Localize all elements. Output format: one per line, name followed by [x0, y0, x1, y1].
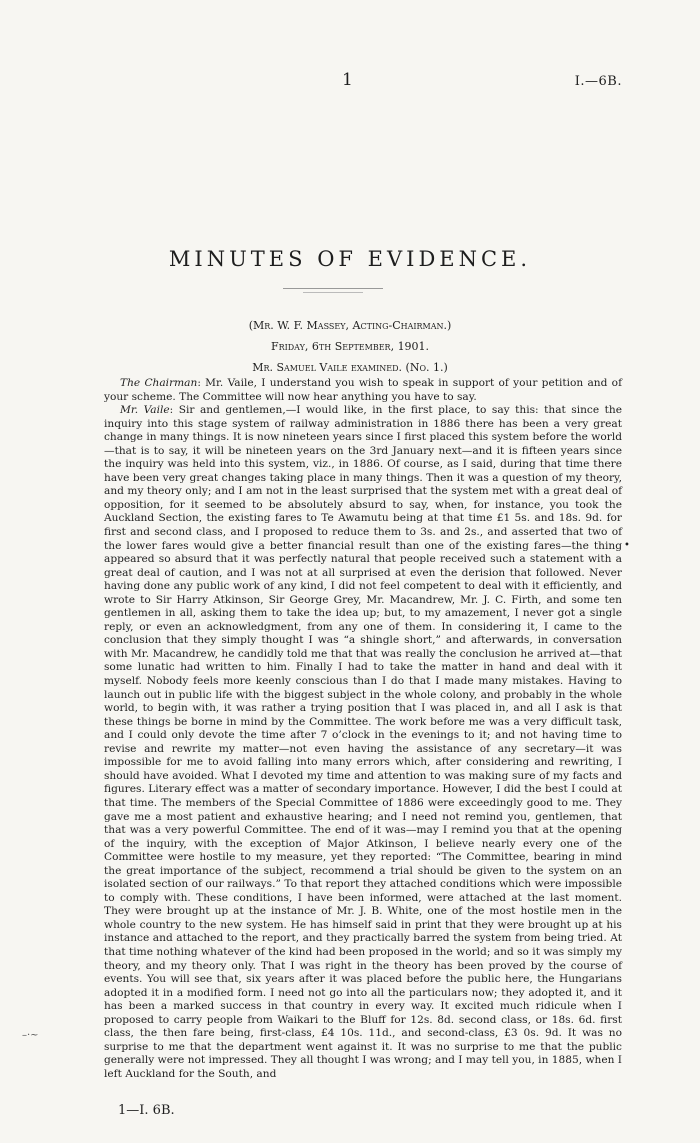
margin-mark: –·~: [22, 1030, 39, 1041]
evidence-body: [104, 377, 622, 1081]
speaker-name: The Chairman: [120, 377, 198, 389]
session-date: Friday, 6th September, 1901.: [270, 340, 430, 353]
paragraph: [104, 404, 622, 1081]
footer-signature: 1—I. 6B.: [118, 1103, 175, 1118]
paragraph-text: : Mr. Vaile, I understand you wish to speak in support of your petition and of your scheme. The Committee will now hear anything you have to say.: [104, 377, 622, 403]
title-rule: [283, 288, 383, 289]
dot-mark: •: [624, 540, 630, 551]
paragraph: [104, 377, 622, 404]
page-title: MINUTES OF EVIDENCE.: [168, 247, 532, 271]
title-rule-short: [303, 292, 363, 293]
document-reference: I.—6B.: [574, 74, 622, 89]
witness-line: Mr. Samuel Vaile examined. (No. 1.): [252, 361, 448, 374]
speaker-name: Mr. Vaile: [120, 404, 170, 417]
paragraph-text: : Sir and gentlemen,—I would like, in the first place, to say this: that since the inquiry into this stage system of railway administration in 1886 there has been a very great change in many things. It is now nineteen years since I first placed this system before the world—that is to say, it will be nineteen years on the 3rd January next—and it is fifteen years since the inquiry was held into this system, viz., in 1886. Of course, as I said, during that time there have been very great changes taking place in many things. Then it was a question of my theory, and my theory only; and I am not in the least surprised that the system met with a great deal of opposition, for it seemed to be absolutely absurd to say, when, for instance, you took the Auckland Section, the existing fares to Te Awamutu being at that time £1 5s. and 18s. 9d. for first and second class, and I proposed to reduce them to 3s. and 2s., and asserted that two of the lower fares would give a better financial result than one of the existing fares—the thing appeared so absurd that it was perfectly natural that people received such a statement with a great deal of caution, and I was not at all surprised at even the derision that followed. Never having done any public work of any kind, I did not feel competent to deal with it efficiently, and wrote to Sir Harry Atkinson, Sir George Grey, Mr. Macandrew, Mr. J. C. Firth, and some ten gentlemen in all, asking them to take the idea up; but, to my amazement, I never got a single reply, or even an acknowledgment, from any one of them. In considering it, I came to the conclusion that they simply thought I was “a shingle short,” and afterwards, in conversation with Mr. Macandrew, he candidly told me that that was really the conclusion he arrived at—that some lunatic had written to him. Finally I had to take the matter in hand and deal with it myself. Nobody feels more keenly conscious than I do that I made many mistakes. Having to launch out in public life with the biggest subject in the whole colony, and probably in the whole world, to begin with, it was rather a trying position that I was placed in, and all I ask is that these things be borne in mind by the Committee. The work before me was a very difficult task, and I could only devote the time after 7 o’clock in the evenings to it; and not having time to revise and rewrite my matter—not even having the assistance of any secretary—it was impossible for me to avoid falling into many errors which, after considering and rewriting, I should have avoided. What I devoted my time and attention to was making sure of my facts and figures. Literary effect was a matter of secondary importance. However, I did the best I could at that time. The members of the Special Committee of 1886 were exceedingly good to me. They gave me a most patient and exhaustive hearing; and I need not remind you, gentlemen, that that was a very powerful Committee. The end of it was—may I remind you that at the opening of the inquiry, with the exception of Major Atkinson, I believe nearly every one of the Committee were hostile to my measure, yet they reported: “The Committee, bearing in mind the great importance of the subject, recommend a trial should be given to the system on an isolated section of our railways.” To that report they attached conditions which were impossible to comply with. These conditions, I have been informed, were attached at the last moment. They were brought up at the instance of Mr. J. B. White, one of the most hostile men in the whole country to the new system. He has himself said in print that they were brought up at his instance and attached to the report, and they practically barred the system from being tried. At that time nothing whatever of the kind had been proposed in the world; and so it was simply my theory, and my theory only. That I was right in the theory has been proved by the course of events. You will see that, six years after it was placed before the public here, the Hungarians adopted it in a modified form. I need not go into all the particulars now; they adopted it, and it has been a marked success in that country in every way. It excited much ridicule when I proposed to carry people from Waikari to the Bluff for 12s. 8d. second class, or 18s. 6d. first class, the then fare being, first-class, £4 10s. 11d., and second-class, £3 0s. 9d. It was no surprise to me that the department went against it. It was no surprise to me that the public generally were not impressed. They all thought I was wrong; and I may tell you, in 1885, when I left Auckland for the South, and: [104, 404, 622, 1080]
chairman-line: (Mr. W. F. Massey, Acting-Chairman.): [248, 319, 452, 332]
page-number: 1: [342, 70, 353, 90]
